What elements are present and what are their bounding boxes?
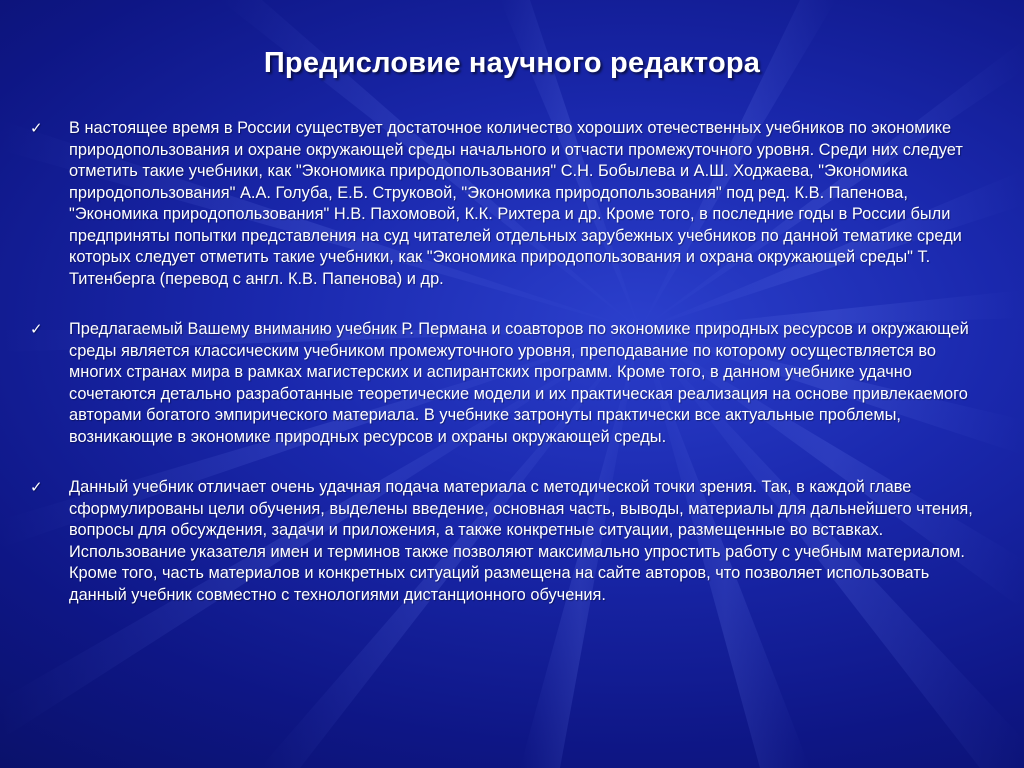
slide-title: Предисловие научного редактора [263,47,761,79]
bullet-item [30,477,990,606]
bullet-text: В настоящее время в России существует достаточное количество хороших отечественных учебников по экономике природопользования и охране окружающей среды начального и отчасти промежуточного уровня. Среди них следует отметить такие учебники, как "Экономика природопользования" С.Н. Бобылева и А.Ш. Ходжаева, "Экономика природопользования" А.А. Голуба, Е.Б. Струковой, "Экономика природопользования" под ред. К.В. Папенова, "Экономика природопользования" Н.В. Пахомовой, К.К. Рихтера и др. Кроме того, в последние годы в России были предприняты попытки представления на суд читателей отдельных зарубежных учебников по данной тематике среди которых следует отметить такие учебники, как "Экономика природопользования и охрана окружающей среды" Т. Титенберга (перевод с англ. К.В. Папенова) и др. [69,119,963,288]
bullet-item [30,118,990,290]
check-mark-icon: ✓ [30,120,43,137]
bullet-item [30,319,990,448]
check-mark-icon: ✓ [30,321,43,338]
bullet-text: Данный учебник отличает очень удачная подача материала с методической точки зрения. Так, в каждой главе сформулированы цели обучения, выделены введение, основная часть, выводы, материалы для дальнейшего чтения, вопросы для обсуждения, задачи и приложения, а также конкретные ситуации, размещенные во вставках. Использование указателя имен и терминов также позволяют максимально упростить работу с учебным материалом. Кроме того, часть материалов и конкретных ситуаций размещена на сайте авторов, что позволяет использовать данный учебник совместно с технологиями дистанционного обучения. [69,478,973,604]
bullet-list [30,118,990,635]
check-mark-icon: ✓ [30,479,43,496]
bullet-text: Предлагаемый Вашему вниманию учебник Р. Пермана и соавторов по экономике природных ресурсов и окружающей среды является классическим учебником промежуточного уровня, преподавание по которому осуществляется во многих странах мира в рамках магистерских и аспирантских программ. Кроме того, в данном учебнике удачно сочетаются детально разработанные теоретические модели и их практическая реализация на основе привлекаемого авторами богатого эмпирического материала. В учебнике затронуты практически все актуальные проблемы, возникающие в экономике природных ресурсов и охраны окружающей среды. [69,320,969,446]
